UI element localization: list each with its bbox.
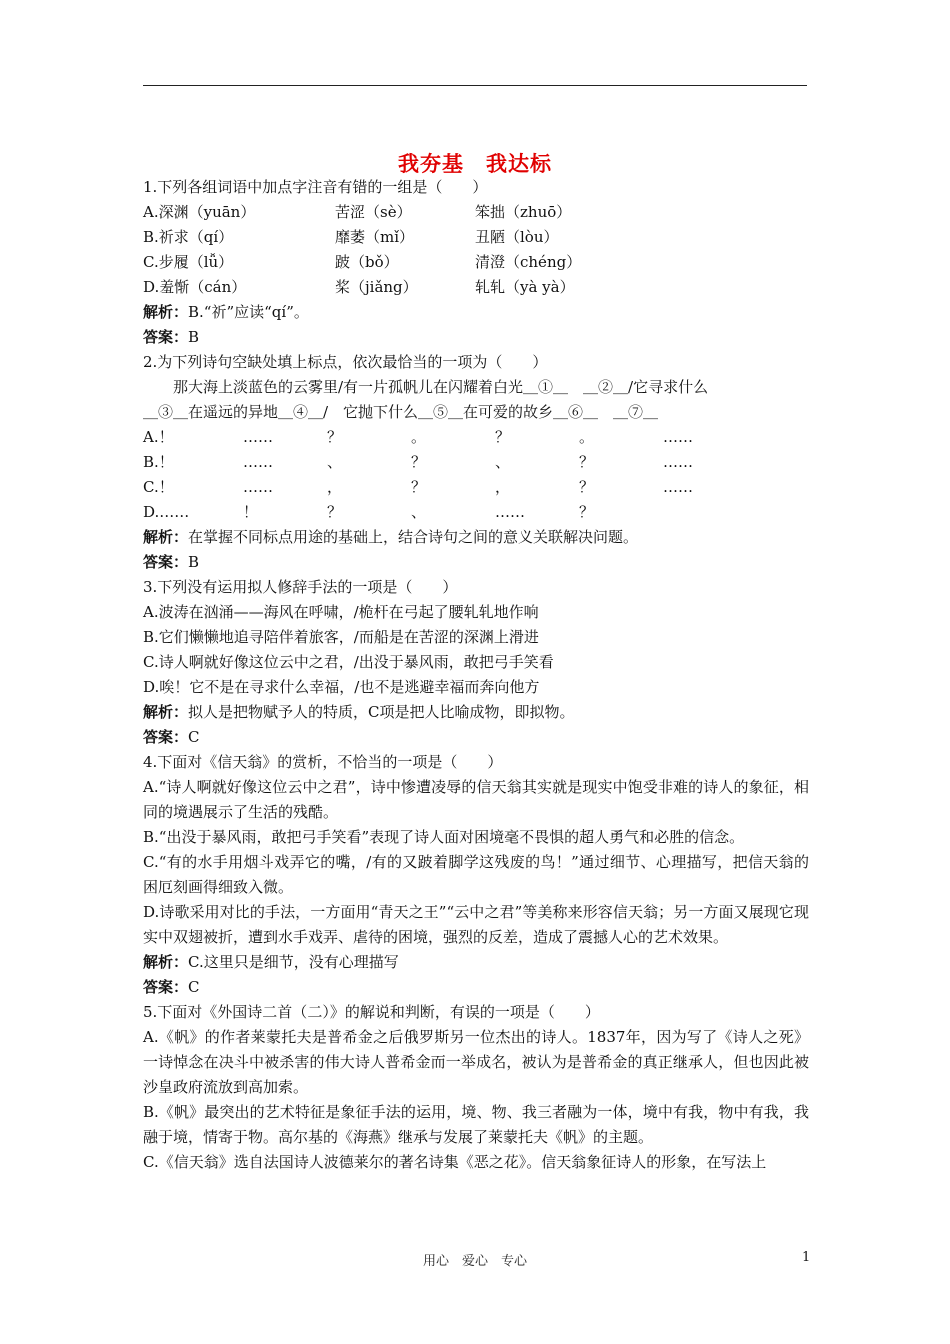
q4-stem: 4.下面对《信天翁》的赏析，不恰当的一项是（ ） [143,753,503,771]
q4-option-d: D.诗歌采用对比的手法，一方面用“青天之王”“云中之君”等美称来形容信天翁；另一方面又展现它现实中双翅被折，遭到水手戏弄、虐待的困境，强烈的反差，造成了震撼人心的艺术效果。 [143,903,809,946]
q5-option-c: C.《信天翁》选自法国诗人波德莱尔的著名诗集《恶之花》。信天翁象征诗人的形象，在写法上 [143,1153,767,1171]
q4-option-b: B.“出没于暴风雨，敢把弓手笑看”表现了诗人面对困境毫不畏惧的超人勇气和必胜的信念。 [143,828,745,846]
q4-answer: 答案：C [143,978,200,996]
q2-poem-line-2: ＿③＿在遥远的异地＿④＿/ 它抛下什么＿⑤＿在可爱的故乡＿⑥＿ ＿⑦＿ [143,403,659,421]
q2-option-a: A.！ …… ？ 。 ？ 。 …… [143,428,693,446]
q1-row-b: B.祈求（qí） 靡萎（mǐ） 丑陋（lòu） [143,228,559,246]
q1-stem: 1.下列各组词语中加点字注音有错的一组是（ ） [143,178,488,196]
q1-row-d: D.羞惭（cán） 桨（jiǎng） 轧轧（yà yà） [143,278,575,296]
q3-option-b: B.它们懒懒地追寻陪伴着旅客，/而船是在苦涩的深渊上滑进 [143,628,539,646]
q5-stem: 5.下面对《外国诗二首（二）》的解说和判断，有误的一项是（ ） [143,1003,600,1021]
header-rule [143,85,807,86]
q2-option-d: D.…… ！ ？ 、 …… ？ [143,503,595,521]
page-title: 我夯基 我达标 [398,151,552,176]
page-footer: 用心 爱心 专心 [422,1254,527,1269]
q2-option-c: C.！ …… ， ？ ， ？ …… [143,478,693,496]
q4-option-a: A.“诗人啊就好像这位云中之君”，诗中惨遭凌辱的信天翁其实就是现实中饱受非难的诗人的象征，相同的境遇展示了生活的残酷。 [143,778,809,821]
q1-row-c: C.步履（lǚ） 跛（bǒ） 清澄（chéng） [143,253,582,271]
q2-answer: 答案：B [143,553,200,571]
q2-analysis: 解析：在掌握不同标点用途的基础上，结合诗句之间的意义关联解决问题。 [143,528,639,546]
q3-answer: 答案：C [143,728,200,746]
q5-option-a: A.《帆》的作者莱蒙托夫是普希金之后俄罗斯另一位杰出的诗人。1837年，因为写了《诗人之死》一诗悼念在决斗中被杀害的伟大诗人普希金而一举成名，被认为是普希金的真正继承人，但也因此被沙皇政府流放到高加索。 [143,1028,809,1096]
q3-option-c: C.诗人啊就好像这位云中之君，/出没于暴风雨，敢把弓手笑看 [143,653,554,671]
q1-answer: 答案：B [143,328,200,346]
page-number: 1 [802,1250,811,1265]
q3-option-d: D.唉！它不是在寻求什么幸福，/也不是逃避幸福而奔向他方 [143,678,540,696]
q4-analysis: 解析：C.这里只是细节，没有心理描写 [143,953,399,971]
q1-analysis: 解析：B.“祈”应读“qí”。 [143,303,309,321]
q5-option-b: B.《帆》最突出的艺术特征是象征手法的运用，境、物、我三者融为一体，境中有我，物中有我，我融于境，情寄于物。高尔基的《海燕》继承与发展了莱蒙托夫《帆》的主题。 [143,1103,809,1146]
q3-stem: 3.下列没有运用拟人修辞手法的一项是（ ） [143,578,458,596]
q1-row-a: A.深渊（yuān） 苦涩（sè） 笨拙（zhuō） [143,203,572,221]
q4-option-c: C.“有的水手用烟斗戏弄它的嘴，/有的又跛着脚学这残废的鸟！”通过细节、心理描写，把信天翁的困厄刻画得细致入微。 [143,853,809,896]
q2-stem: 2.为下列诗句空缺处填上标点，依次最恰当的一项为（ ） [143,353,548,371]
q2-poem-line-1: 那大海上淡蓝色的云雾里/有一片孤帆儿在闪耀着白光＿①＿ ＿②＿/它寻求什么 [143,378,709,396]
q3-option-a: A.波涛在汹涌——海风在呼啸，/桅杆在弓起了腰轧轧地作响 [143,603,539,621]
q2-option-b: B.！ …… 、 ？ 、 ？ …… [143,453,693,471]
q3-analysis: 解析：拟人是把物赋予人的特质，C项是把人比喻成物，即拟物。 [143,703,575,721]
document-body [143,175,809,1175]
